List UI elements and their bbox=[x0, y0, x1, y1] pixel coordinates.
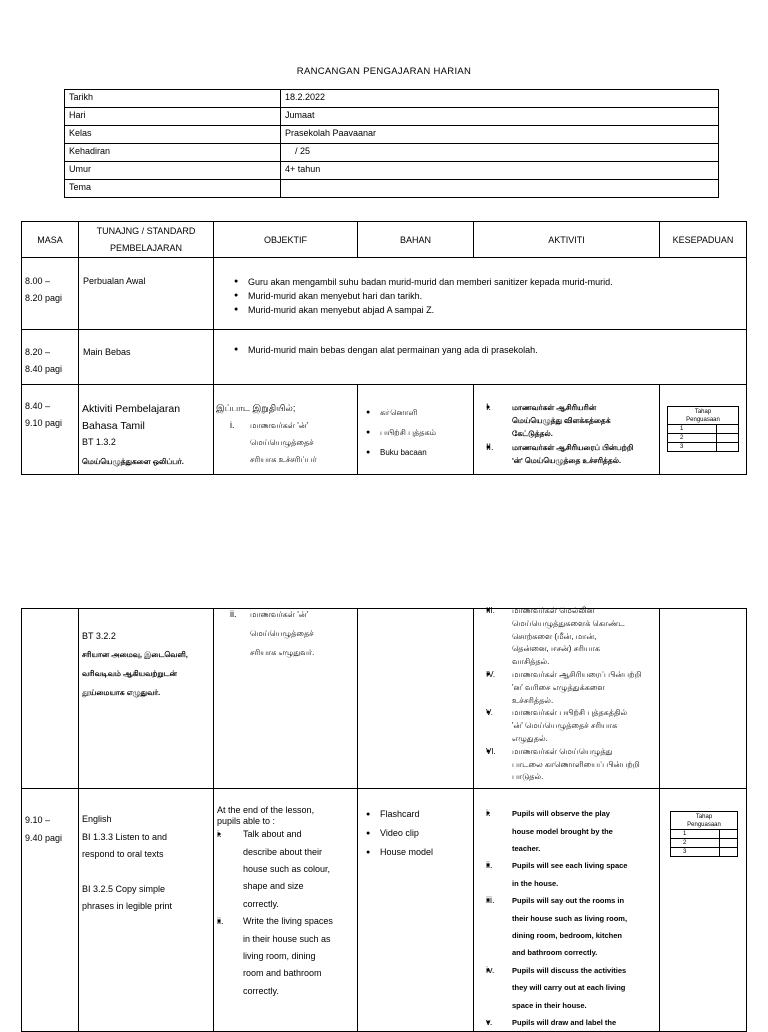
item-number: ● III. bbox=[486, 606, 495, 615]
row3-bahan bbox=[358, 385, 474, 475]
row3-tunjang-line1: Aktiviti Pembelajaran bbox=[82, 403, 181, 415]
level-mark[interactable] bbox=[720, 848, 737, 856]
row4-time bbox=[22, 609, 79, 789]
item-line: மாணவர்கள் மெல்லின bbox=[512, 606, 595, 615]
numbered-item bbox=[486, 441, 657, 467]
row5-time-start: 9.10 – bbox=[25, 815, 51, 826]
bullet-item: ● Guru akan mengambil suhu badan murid-murid dan memberi sanitizer kepada murid-murid. bbox=[234, 275, 746, 289]
info-value: 18.2.2022 bbox=[281, 90, 719, 108]
row4-obj-item bbox=[216, 605, 355, 662]
item-line: உச்சரித்தல். bbox=[512, 695, 554, 705]
item-line: மெய்யெழுத்துகளைக் கொண்ட bbox=[512, 618, 625, 628]
row5-objektif bbox=[214, 789, 358, 1032]
header-kesepaduan: KESEPADUAN bbox=[660, 222, 747, 258]
info-row bbox=[65, 126, 719, 144]
item-line: dining room, bedroom, kitchen bbox=[512, 931, 623, 940]
header-tunjang bbox=[79, 222, 214, 258]
numbered-item bbox=[486, 707, 657, 745]
level-mark[interactable] bbox=[717, 443, 738, 451]
numbered-item bbox=[217, 913, 355, 1000]
row4-aktiviti bbox=[474, 606, 660, 789]
item-number: ● i. bbox=[486, 808, 491, 819]
info-row bbox=[65, 162, 719, 180]
item-line: கேட்டுத்தல். bbox=[512, 429, 553, 438]
row3-obj-intro: இப்பாட இறுதியில்; bbox=[216, 403, 296, 413]
item-line: space in their house. bbox=[512, 1000, 587, 1010]
text-line: BI 3.2.5 Copy simple bbox=[82, 883, 166, 894]
row5-aktiviti-list bbox=[486, 805, 657, 1031]
level-row bbox=[671, 847, 737, 856]
level-mark[interactable] bbox=[717, 434, 738, 442]
text-line bbox=[82, 864, 210, 881]
row3-aktiviti-list bbox=[486, 401, 657, 467]
numbered-item bbox=[486, 962, 657, 1014]
item-line: 'ன்' மெய்யெழுத்தை உச்சரித்தல். bbox=[512, 456, 622, 465]
item-line: house model brought by the bbox=[512, 826, 613, 836]
info-label: Kehadiran bbox=[65, 144, 281, 162]
item-line: Pupils will observe the play bbox=[512, 809, 610, 819]
level-row bbox=[671, 838, 737, 847]
level-mark[interactable] bbox=[717, 425, 738, 433]
row3-level-rows bbox=[668, 424, 738, 451]
level-number: 2 bbox=[668, 434, 717, 442]
item-line: 'ன' வரிசை எழுத்துக்களை bbox=[512, 682, 605, 692]
item-line: மாணவர்கள் மெய்யெழுத்து bbox=[512, 746, 613, 756]
item-number: ● ii. bbox=[486, 860, 493, 871]
info-value: / 25 bbox=[281, 144, 719, 162]
bullet-item: ● Murid-murid akan menyebut hari dan tarikh. bbox=[234, 289, 746, 303]
lesson-table-page-1 bbox=[21, 221, 747, 475]
header-aktiviti: AKTIVITI bbox=[474, 222, 660, 258]
item-line: shape and size bbox=[243, 881, 304, 892]
item-line: house such as colour, bbox=[243, 863, 331, 874]
row5-tahap-line2: Penguasaan bbox=[687, 822, 721, 829]
row3-objektif bbox=[214, 385, 358, 475]
info-label: Umur bbox=[65, 162, 281, 180]
row-perbualan bbox=[22, 258, 747, 330]
item-line: Pupils will discuss the activities bbox=[512, 965, 627, 975]
level-number: 1 bbox=[671, 830, 720, 838]
header-bahan: BAHAN bbox=[358, 222, 474, 258]
item-line: மெய்யெழுத்து விளக்கத்தைக் bbox=[512, 416, 611, 425]
row3-tunjang-code: BT 1.3.2 bbox=[82, 437, 116, 447]
item-number: ● IV. bbox=[486, 669, 496, 679]
level-row bbox=[668, 424, 738, 433]
info-row bbox=[65, 90, 719, 108]
row5-bahan bbox=[358, 789, 474, 1032]
item-number: ● v. bbox=[486, 1017, 493, 1028]
item-line: teacher. bbox=[512, 843, 541, 853]
row-bahasa-tamil-cont bbox=[22, 609, 747, 789]
info-label: Kelas bbox=[65, 126, 281, 144]
row5-tunjang-lines bbox=[82, 811, 210, 916]
row3-kesepaduan bbox=[660, 385, 747, 475]
item-line: தென்னை, ஈசன்) சரியாக bbox=[512, 644, 601, 654]
row3-time bbox=[22, 385, 79, 475]
numbered-item bbox=[486, 805, 657, 857]
bullet-item: ● Flashcard bbox=[366, 805, 473, 824]
item-line: correctly. bbox=[243, 898, 279, 909]
numbered-item bbox=[217, 826, 355, 913]
bullet-item: ● Video clip bbox=[366, 824, 473, 843]
header-tunjang-line1: TUNAJNG / STANDARD bbox=[96, 225, 196, 236]
row5-bahan-list bbox=[366, 805, 473, 862]
item-line: மாணவர்கள் ஆசிரியரின் bbox=[512, 403, 597, 412]
text-line: BI 1.3.3 Listen to and bbox=[82, 831, 168, 842]
row4-tunjang bbox=[79, 609, 214, 789]
info-value: 4+ tahun bbox=[281, 162, 719, 180]
item-number: ● I. bbox=[486, 402, 492, 412]
item-line: வாசித்தல். bbox=[512, 657, 550, 667]
info-value: Jumaat bbox=[281, 108, 719, 126]
item-line: describe about their bbox=[243, 846, 323, 857]
row3-bahan-list bbox=[366, 403, 473, 463]
item-line: மாணவர்கள் ஆசிரியரைப் பின்பற்றி bbox=[512, 669, 642, 679]
row2-time-start: 8.20 – bbox=[25, 347, 51, 357]
row4-obj-lines bbox=[250, 605, 355, 662]
row5-time bbox=[22, 789, 79, 1032]
info-row bbox=[65, 144, 719, 162]
row5-time-end: 9.40 pagi bbox=[25, 833, 63, 844]
item-line: living room, dining bbox=[243, 951, 316, 961]
item-line: Pupils will see each living space bbox=[512, 861, 628, 871]
row1-time bbox=[22, 258, 79, 330]
row2-time bbox=[22, 330, 79, 385]
item-line: பாடுதல். bbox=[512, 772, 544, 782]
item-number: ● II. bbox=[486, 442, 494, 452]
info-value: Prasekolah Paavaanar bbox=[281, 126, 719, 144]
row5-tunjang bbox=[79, 789, 214, 1032]
row3-tunjang-line2: Bahasa Tamil bbox=[82, 420, 145, 432]
item-line: Pupils will say out the rooms in bbox=[512, 896, 625, 906]
row3-tahap-box bbox=[667, 406, 739, 452]
level-row bbox=[668, 442, 738, 451]
info-value bbox=[281, 180, 719, 198]
row-main-bebas bbox=[22, 330, 747, 385]
row5-obj-intro1: At the end of the lesson, bbox=[217, 805, 315, 816]
row1-bullet-list bbox=[234, 275, 746, 317]
level-row bbox=[671, 829, 737, 838]
numbered-item bbox=[486, 1014, 657, 1031]
row3-obj-item bbox=[216, 417, 355, 468]
item-line: in the house. bbox=[512, 878, 559, 888]
row3-time-start: 8.40 – bbox=[25, 401, 51, 411]
header-objektif: OBJEKTIF bbox=[214, 222, 358, 258]
row3-tunjang bbox=[79, 385, 214, 475]
row2-bullet-list bbox=[234, 343, 746, 357]
numbered-item bbox=[486, 401, 657, 440]
item-line: பாடலை காணொளியைப் பின்பற்றி bbox=[512, 759, 640, 769]
row-bahasa-tamil bbox=[22, 385, 747, 475]
item-number: ● VI. bbox=[486, 746, 496, 756]
row5-obj-list bbox=[217, 826, 355, 1000]
text-line: மாணவர்கள் 'ன்' bbox=[250, 421, 309, 430]
item-line: மாணவர்கள் பயிற்சி புத்தகத்தில் bbox=[512, 708, 628, 718]
bullet-item: ● Buku bacaan bbox=[366, 443, 473, 463]
text-line: phrases in legible print bbox=[82, 901, 173, 912]
row3-tunjang-tamil: மெய்யெழுத்துகளை ஒலிப்பர். bbox=[82, 457, 184, 466]
item-line: Pupils will draw and label the bbox=[512, 1018, 617, 1028]
item-line: 'ன்' மெய்யெழுத்தைச் சரியாக bbox=[512, 721, 618, 731]
item-line: and bathroom correctly. bbox=[512, 948, 598, 958]
item-line: in their house such as bbox=[243, 933, 331, 944]
level-row bbox=[668, 433, 738, 442]
level-number: 3 bbox=[668, 443, 717, 451]
text-line: சரியான அமைவு, இடைவெளி, bbox=[82, 650, 188, 659]
row3-tahap-title bbox=[668, 407, 738, 424]
item-line: எழுதுதல். bbox=[512, 733, 548, 743]
item-line: room and bathroom bbox=[243, 968, 322, 979]
info-table bbox=[64, 89, 719, 198]
info-label: Tarikh bbox=[65, 90, 281, 108]
row3-tahap-line2: Penguasaan bbox=[686, 417, 720, 423]
bullet-item: ● பயிற்சி புத்தகம் bbox=[366, 423, 473, 443]
row4-bahan bbox=[358, 609, 474, 789]
level-mark[interactable] bbox=[720, 830, 737, 838]
row5-aktiviti bbox=[474, 789, 660, 1032]
item-number: ● iv. bbox=[486, 964, 495, 975]
numbered-item bbox=[486, 605, 657, 669]
text-line: வரிவடிவம் ஆகியவற்றுடன் bbox=[82, 669, 177, 678]
bullet-item: ● Murid-murid akan menyebut abjad A sampai Z. bbox=[234, 303, 746, 317]
text-line: English bbox=[82, 814, 112, 825]
item-line: Talk about and bbox=[243, 829, 302, 840]
header-masa: MASA bbox=[22, 222, 79, 258]
row5-tahap-box bbox=[670, 811, 738, 857]
item-line: they will carry out at each living bbox=[512, 983, 626, 993]
bullet-item: ● House model bbox=[366, 843, 473, 862]
text-line: மெய்யெழுத்தைச் bbox=[250, 629, 314, 638]
row1-time-end: 8.20 pagi bbox=[25, 293, 63, 303]
row1-tunjang: Perbualan Awal bbox=[79, 258, 214, 330]
text-line: சரியாக உச்சரிப்பர் bbox=[250, 455, 317, 464]
row4-tunjang-lines bbox=[82, 645, 210, 702]
page-title: RANCANGAN PENGAJARAN HARIAN bbox=[296, 66, 472, 77]
item-line: சொற்களை (மீன், மான், bbox=[512, 631, 597, 641]
text-line: respond to oral texts bbox=[82, 849, 164, 860]
row3-tahap-line1: Tahap bbox=[694, 409, 712, 415]
numbered-item bbox=[486, 669, 657, 707]
item-number: ● iii. bbox=[486, 895, 495, 906]
row3-obj-lines bbox=[250, 417, 355, 468]
item-number: ● V. bbox=[486, 708, 493, 718]
text-line: தூய்மையாக எழுதுவர். bbox=[82, 688, 161, 697]
header-tunjang-line2: PEMBELAJARAN bbox=[109, 242, 183, 253]
row4-kesepaduan bbox=[660, 609, 747, 789]
item-line: correctly. bbox=[243, 985, 279, 996]
info-row bbox=[65, 108, 719, 126]
item-line: மாணவர்கள் ஆசிரியரைப் பின்பற்றி bbox=[512, 443, 634, 452]
row4-objektif bbox=[214, 609, 358, 789]
header-row bbox=[22, 222, 747, 258]
level-number: 2 bbox=[671, 839, 720, 847]
row3-obj-num: i. bbox=[230, 420, 235, 430]
numbered-item bbox=[486, 892, 657, 962]
item-number: ● ii. bbox=[217, 916, 224, 927]
level-mark[interactable] bbox=[720, 839, 737, 847]
level-number: 1 bbox=[668, 425, 717, 433]
row2-tunjang: Main Bebas bbox=[79, 330, 214, 385]
row4-aktiviti-list bbox=[486, 605, 657, 784]
row4-obj-num: ii. bbox=[230, 609, 237, 619]
item-line: their house such as living room, bbox=[512, 913, 628, 923]
bullet-item: ● கா்னொளி bbox=[366, 403, 473, 423]
row1-content bbox=[214, 258, 747, 330]
item-line: Write the living spaces bbox=[243, 916, 333, 927]
row3-aktiviti bbox=[474, 385, 660, 475]
text-line: சரியாக எழுதுவர். bbox=[250, 648, 315, 657]
info-label: Tema bbox=[65, 180, 281, 198]
row5-kesepaduan bbox=[660, 789, 747, 1032]
row-english bbox=[22, 789, 747, 1032]
row2-content bbox=[214, 330, 747, 385]
lesson-table-page-2 bbox=[21, 608, 747, 1032]
row5-tahap-line1: Tahap bbox=[695, 814, 713, 821]
text-line: மெய்யெழுத்தைச் bbox=[250, 438, 314, 447]
numbered-item bbox=[486, 857, 657, 892]
bullet-item: ● Murid-murid main bebas dengan alat permainan yang ada di prasekolah. bbox=[234, 343, 746, 357]
item-number: ● i. bbox=[217, 829, 222, 840]
row1-time-start: 8.00 – bbox=[25, 276, 51, 286]
info-label: Hari bbox=[65, 108, 281, 126]
info-row bbox=[65, 180, 719, 198]
row3-time-end: 9.10 pagi bbox=[25, 418, 63, 428]
row5-tahap-title bbox=[671, 812, 737, 829]
numbered-item bbox=[486, 746, 657, 784]
row4-tunjang-code: BT 3.2.2 bbox=[82, 631, 116, 641]
row5-obj-intro2: pupils able to : bbox=[217, 816, 276, 827]
text-line: மாணவர்கள் 'ன்' bbox=[250, 610, 309, 619]
level-number: 3 bbox=[671, 848, 720, 856]
row5-level-rows bbox=[671, 829, 737, 856]
row2-time-end: 8.40 pagi bbox=[25, 364, 63, 374]
